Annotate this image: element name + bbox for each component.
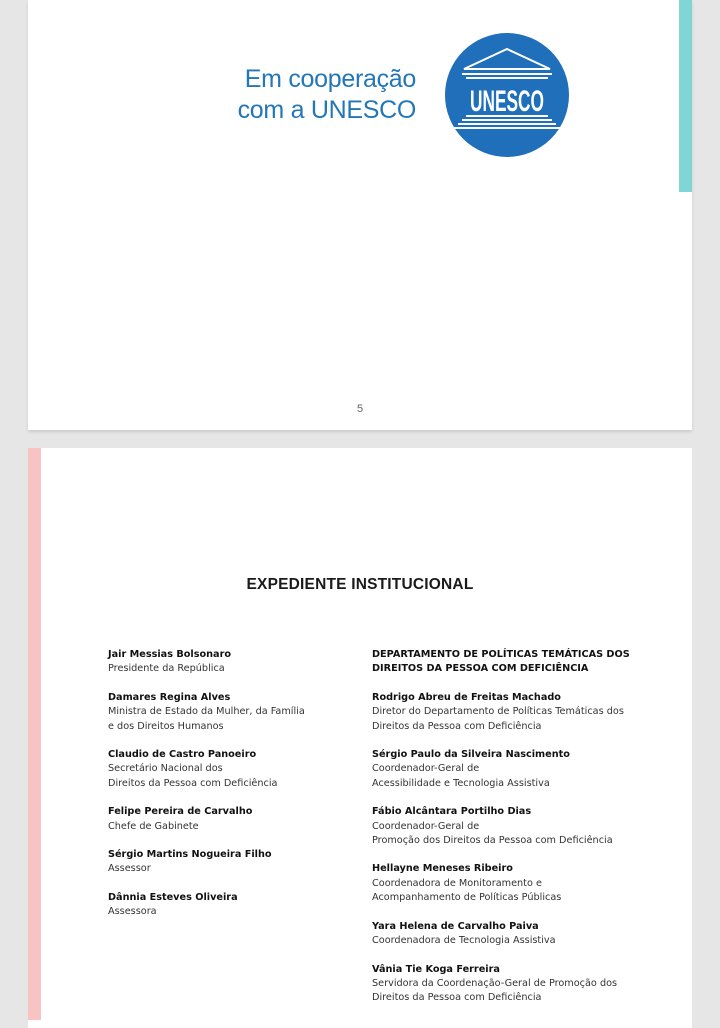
person-name: Sérgio Paulo da Silveira Nascimento bbox=[372, 749, 570, 761]
page-accent-bar-pink bbox=[28, 448, 41, 1020]
person-name: Fábio Alcântara Portilho Dias bbox=[372, 806, 532, 818]
list-item bbox=[372, 748, 662, 791]
person-name: Jair Messias Bolsonaro bbox=[108, 649, 232, 660]
person-role: Coordenadora de Tecnologia Assistiva bbox=[372, 935, 556, 947]
person-role: Diretor do Departamento de Políticas Temáticas dos Direitos da Pessoa com Deficiência bbox=[372, 706, 624, 732]
person-name: Sérgio Martins Nogueira Filho bbox=[108, 849, 272, 861]
person-role: Coordenadora de Monitoramento e Acompanhamento de Políticas Públicas bbox=[372, 877, 562, 904]
person-name: Vânia Tie Koga Ferreira bbox=[372, 963, 500, 975]
unesco-logo-icon bbox=[442, 25, 572, 165]
unesco-logo-text: UNESCO bbox=[470, 85, 544, 118]
list-item bbox=[108, 848, 338, 877]
list-item bbox=[108, 648, 338, 677]
page-title: EXPEDIENTE INSTITUCIONAL bbox=[246, 576, 474, 593]
person-role: Secretário Nacional dos Direitos da Pessoa com Deficiência bbox=[108, 763, 278, 789]
page-accent-bar-teal bbox=[679, 0, 692, 192]
person-name: Claudio de Castro Panoeiro bbox=[108, 749, 257, 761]
list-item bbox=[108, 748, 338, 791]
list-item bbox=[108, 891, 338, 920]
person-name: Damares Regina Alves bbox=[108, 691, 231, 703]
person-name: Yara Helena de Carvalho Paiva bbox=[372, 920, 539, 932]
person-role: Presidente da República bbox=[108, 663, 225, 675]
person-name: Hellayne Meneses Ribeiro bbox=[372, 863, 513, 875]
list-item bbox=[372, 691, 662, 734]
document-page-5 bbox=[28, 0, 692, 430]
list-item bbox=[372, 920, 662, 949]
person-role: Chefe de Gabinete bbox=[108, 820, 199, 832]
cooperation-line-1: Em cooperação bbox=[244, 65, 416, 93]
page-number: 5 bbox=[356, 403, 364, 415]
person-role: Servidora da Coordenação-Geral de Promoção dos Direitos da Pessoa com Deficiência bbox=[372, 977, 618, 1004]
person-role: Assessora bbox=[108, 906, 157, 918]
list-item bbox=[108, 805, 338, 834]
list-item bbox=[372, 963, 662, 1006]
list-item bbox=[372, 805, 662, 848]
person-role: Coordenador-Geral de Promoção dos Direitos da Pessoa com Deficiência bbox=[372, 820, 613, 847]
list-item bbox=[108, 691, 338, 734]
department-title: DEPARTAMENTO DE POLÍTICAS TEMÁTICAS DOS DIREITOS DA PESSOA COM DEFICIÊNCIA bbox=[372, 649, 630, 675]
person-role: Ministra de Estado da Mulher, da Família e dos Direitos Humanos bbox=[108, 706, 305, 732]
list-item bbox=[372, 862, 662, 905]
person-name: Rodrigo Abreu de Freitas Machado bbox=[372, 691, 561, 703]
person-role: Coordenador-Geral de Acessibilidade e Tecnologia Assistiva bbox=[372, 763, 550, 789]
left-column bbox=[108, 648, 338, 920]
person-name: Felipe Pereira de Carvalho bbox=[108, 806, 253, 818]
person-role: Assessor bbox=[108, 863, 151, 875]
right-column bbox=[372, 648, 662, 1006]
document-page-expediente bbox=[28, 448, 692, 1028]
person-name: Dânnia Esteves Oliveira bbox=[108, 891, 238, 903]
cooperation-caption bbox=[238, 64, 416, 126]
cooperation-line-2: com a UNESCO bbox=[237, 96, 416, 124]
